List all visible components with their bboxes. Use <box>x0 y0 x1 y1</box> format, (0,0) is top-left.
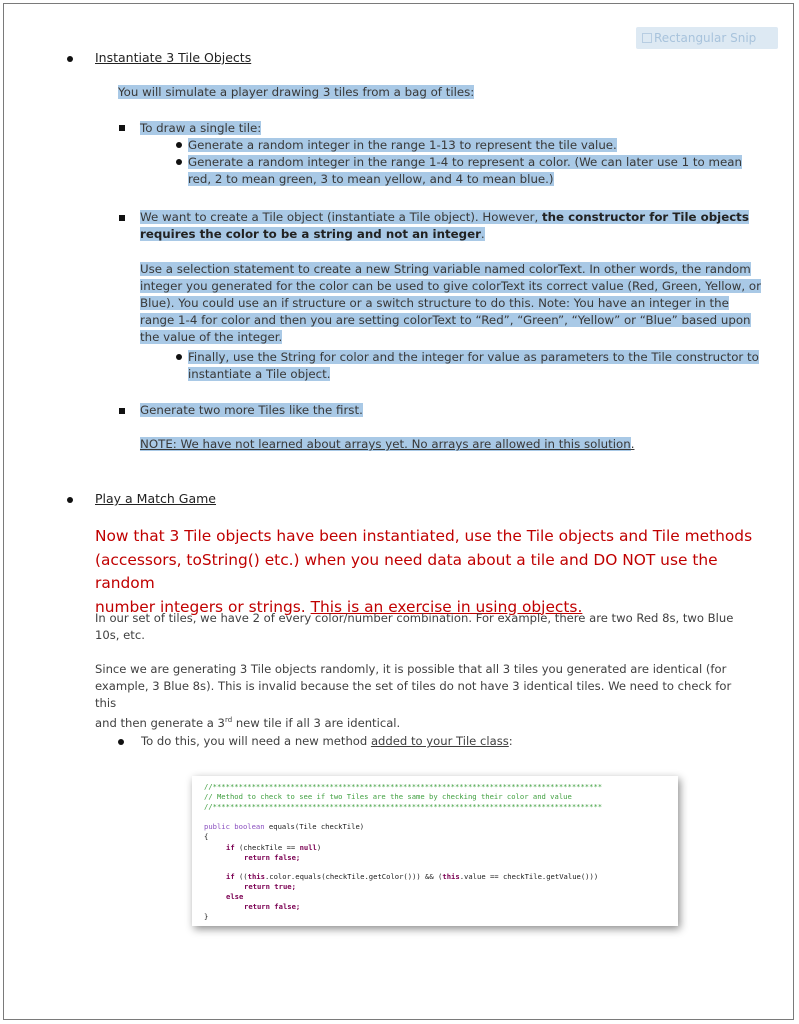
code-return-true: return true; <box>244 882 296 891</box>
code-return-false-1: return false; <box>244 853 301 862</box>
selection-line5: the value of the integer. <box>140 330 283 344</box>
code-if-null: if (checkTile == null) <box>226 843 322 852</box>
bullet-icon <box>119 125 125 131</box>
draw-sub2: Generate a random integer in the range 1-4 to represent a color. (We can later use 1 to mean <box>188 155 742 169</box>
note-arrays: NOTE: We have not learned about arrays yet. No arrays are allowed in this solution. <box>140 437 635 451</box>
code-close-brace: } <box>204 912 209 921</box>
rectangular-snip-watermark: Rectangular Snip <box>636 27 778 49</box>
code-return-false-2: return false; <box>244 902 301 911</box>
bullet-icon <box>67 497 73 503</box>
section2-heading: Play a Match Game <box>95 491 217 506</box>
finally-line1: Finally, use the String for color and the integer for value as parameters to the Tile constructor to <box>188 350 759 364</box>
code-open-brace: { <box>204 832 209 841</box>
finally-line2: instantiate a Tile object. <box>188 367 331 381</box>
objects-instruction: Now that 3 Tile objects have been instantiated, use the Tile objects and Tile methods (accessors, toString() etc.) when you need data about a tile and DO NOT use the random number integers or strings. This is an exercise in using objects. <box>95 527 753 616</box>
code-else: else <box>226 892 244 901</box>
tile-set-paragraph: In our set of tiles, we have 2 of every color/number combination. For example, there are two Red 8s, two Blue 10s, etc. <box>95 611 734 642</box>
selection-line4: range 1-4 for color and then you are setting colorText to “Red”, “Green”, “Yellow” or “Blue” based upon <box>140 313 751 327</box>
code-snippet <box>192 776 678 926</box>
bullet-icon <box>176 142 182 148</box>
code-stars-bottom: //****************************************************************************************** <box>204 802 603 811</box>
selection-line3: Blue). You could use an if structure or a switch structure to do this. Note: You have an integer in the <box>140 296 729 310</box>
bullet-icon <box>67 56 73 62</box>
code-comment: // Method to check to see if two Tiles are the same by checking their color and value <box>204 792 572 801</box>
want-line2: requires the color to be a string and not an integer. <box>140 227 485 241</box>
section1-heading: Instantiate 3 Tile Objects <box>95 50 252 65</box>
code-signature: public boolean equals(Tile checkTile) <box>204 822 365 831</box>
selection-line2: integer you generated for the color can be used to give colorText its correct value (Red, Green, Yellow, or <box>140 279 761 293</box>
draw-sub2-cont: red, 2 to mean green, 3 to mean yellow, and 4 to mean blue.) <box>188 172 554 186</box>
draw-sub1: Generate a random integer in the range 1-13 to represent the tile value. <box>188 138 617 152</box>
code-stars-top: //****************************************************************************************** <box>204 782 603 791</box>
code-if-equals: if ((this.color.equals(checkTile.getColor())) && (this.value == checkTile.getValue())) <box>226 872 599 881</box>
identical-tiles-paragraph: Since we are generating 3 Tile objects randomly, it is possible that all 3 tiles you generated are identical (for example, 3 Blue 8s). This is invalid because the set of tiles do not have 3 identical tiles. We need to check for this and then generate a 3rd new tile if all 3 are identical. <box>95 662 732 730</box>
draw-label: To draw a single tile: <box>140 121 262 135</box>
bullet-icon <box>119 408 125 414</box>
bullet-icon <box>176 354 182 360</box>
bullet-icon <box>176 159 182 165</box>
bullet-icon <box>118 739 124 745</box>
want-line1: We want to create a Tile object (instantiate a Tile object). However, the constructor for Tile objects <box>140 210 749 224</box>
new-method-instruction: To do this, you will need a new method added to your Tile class: <box>141 734 513 748</box>
bullet-icon <box>119 215 125 221</box>
section1-intro: You will simulate a player drawing 3 tiles from a bag of tiles: <box>118 85 475 99</box>
generate-more: Generate two more Tiles like the first. <box>140 403 363 417</box>
selection-line1: Use a selection statement to create a new String variable named colorText. In other words, the random <box>140 262 751 276</box>
